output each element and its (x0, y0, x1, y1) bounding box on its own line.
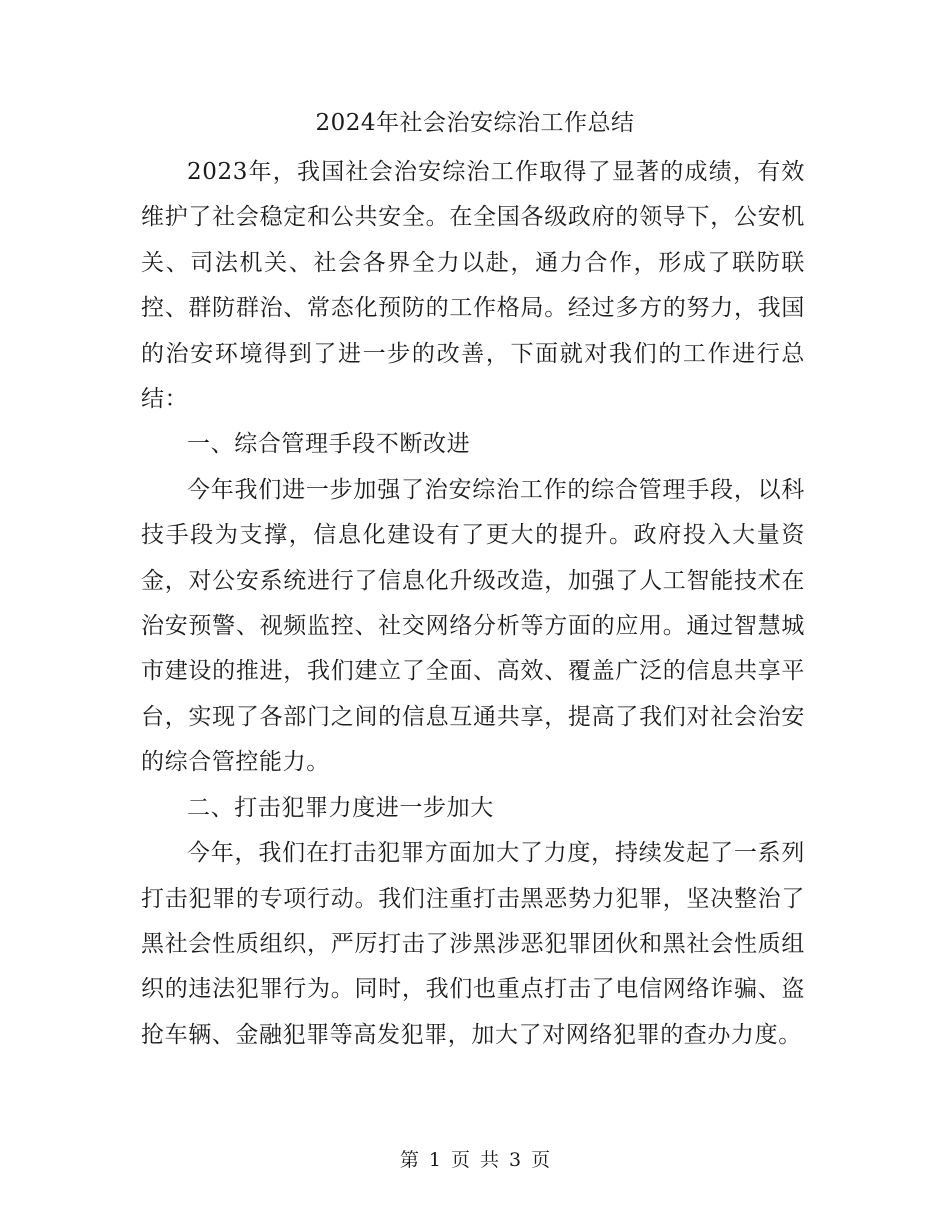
page-number-footer: 第 1 页 共 3 页 (399, 1149, 551, 1171)
document-title: 2024年社会治安综治工作总结 (315, 110, 635, 136)
section-heading-2: 二、打击犯罪力度进一步加大 (187, 794, 494, 821)
document-body (141, 150, 805, 1058)
section-1-paragraph: 今年我们进一步加强了治安综治工作的综合管理手段，以科技手段为支撑，信息化建设有了更大的提升。政府投入大量资金，对公安系统进行了信息化升级改造，加强了人工智能技术在治安预警、视频监控、社交网络分析等方面的应用。通过智慧城市建设的推进，我们建立了全面、高效、覆盖广泛的信息共享平台，实现了各部门之间的信息互通共享，提高了我们对社会治安的综合管控能力。 (141, 476, 805, 776)
section-2-paragraph: 今年，我们在打击犯罪方面加大了力度，持续发起了一系列打击犯罪的专项行动。我们注重打击黑恶势力犯罪，坚决整治了黑社会性质组织，严厉打击了涉黑涉恶犯罪团伙和黑社会性质组织的违法犯罪行为。同时，我们也重点打击了电信网络诈骗、盗抢车辆、金融犯罪等高发犯罪，加大了对网络犯罪的查办力度。 (141, 840, 805, 1048)
section-heading-1: 一、综合管理手段不断改进 (187, 431, 471, 458)
intro-paragraph: 2023年，我国社会治安综治工作取得了显著的成绩，有效维护了社会稳定和公共安全。在全国各级政府的领导下，公安机关、司法机关、社会各界全力以赴，通力合作，形成了联防联控、群防群治、常态化预防的工作格局。经过多方的努力，我国的治安环境得到了进一步的改善，下面就对我们的工作进行总结： (141, 159, 805, 413)
